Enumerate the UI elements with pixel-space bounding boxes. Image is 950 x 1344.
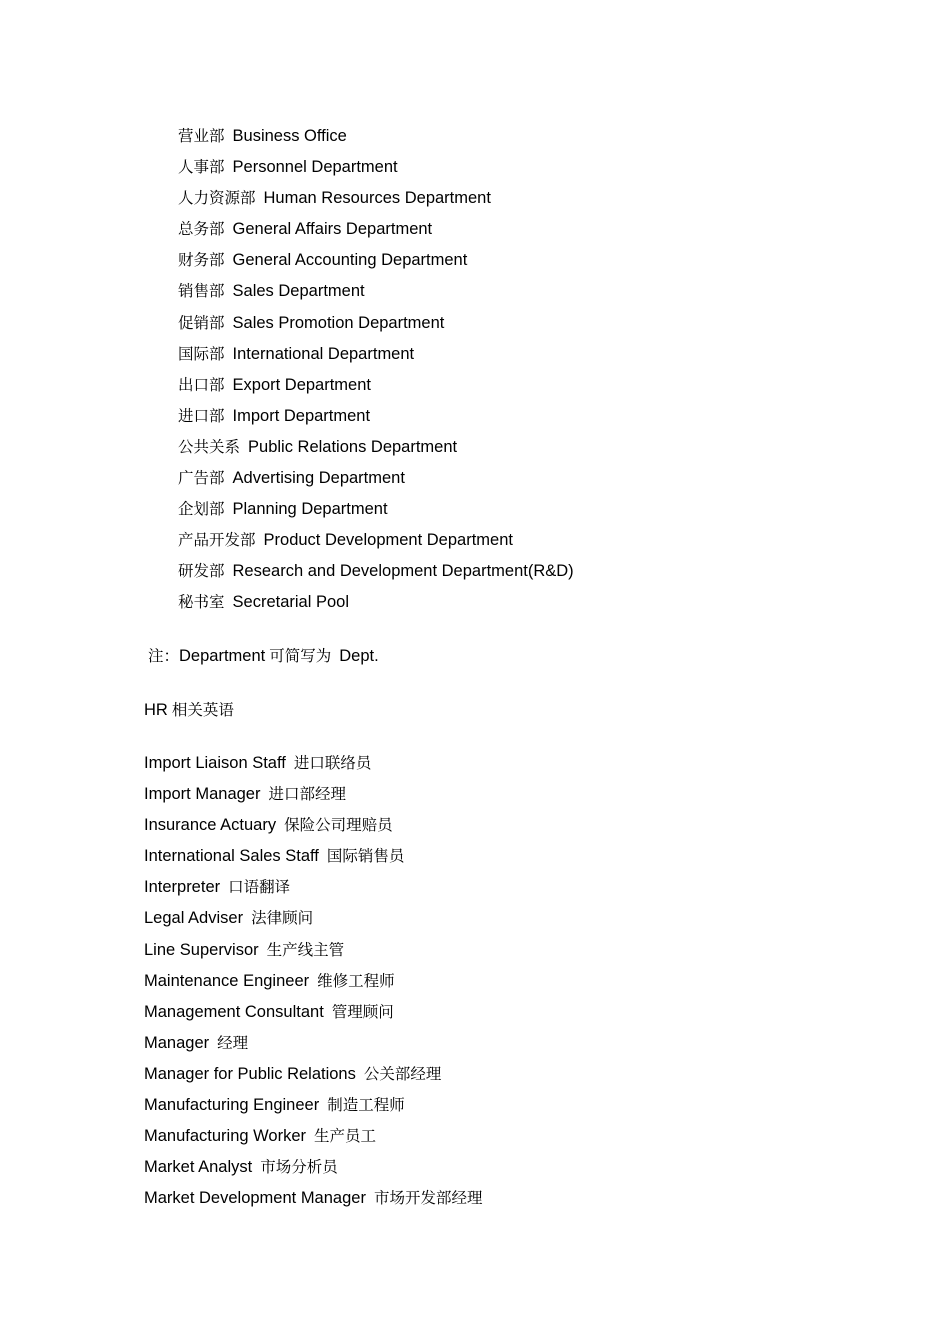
department-en: Export Department [232,375,371,394]
hr-term-item [144,969,482,1000]
department-item [178,559,574,590]
hr-term-en: International Sales Staff [144,847,319,866]
section-title-cn: 相关英语 [171,701,234,719]
department-en: Research and Development Department(R&D) [232,562,574,581]
department-item [178,155,574,186]
department-cn: 进口部 [178,406,225,425]
department-cn: 人力资源部 [178,189,256,208]
department-item [178,435,574,466]
hr-term-item [144,813,482,844]
note-prefix: 注： [148,647,180,665]
department-item [178,590,574,621]
department-en: Personnel Department [232,158,398,177]
hr-term-cn: 公关部经理 [363,1064,442,1083]
hr-term-cn: 维修工程师 [317,971,395,990]
department-item [178,497,574,528]
department-en: General Accounting Department [232,251,468,270]
department-en: International Department [232,344,415,363]
hr-term-item [144,1186,482,1217]
hr-term-cn: 生产员工 [314,1127,377,1146]
department-en: Planning Department [232,500,388,519]
department-cn: 人事部 [178,158,225,177]
hr-term-en: Insurance Actuary [144,816,277,835]
hr-term-list [144,751,482,1217]
hr-term-en: Legal Adviser [144,909,244,928]
department-item [178,186,574,217]
hr-term-item [144,1155,482,1186]
department-cn: 总务部 [178,220,225,239]
hr-term-en: Manufacturing Worker [144,1127,307,1146]
hr-term-cn: 经理 [217,1033,249,1052]
department-cn: 公共关系 [178,437,241,456]
hr-term-en: Import Manager [144,785,261,804]
department-cn: 广告部 [178,469,225,488]
department-en: Public Relations Department [248,437,458,456]
hr-term-item [144,875,482,906]
department-en: General Affairs Department [232,220,433,239]
department-cn: 营业部 [178,127,225,145]
department-item [178,373,574,404]
hr-term-cn: 法律顾问 [251,909,314,928]
hr-term-item [144,751,482,782]
department-en: Advertising Department [232,469,405,488]
department-cn: 秘书室 [178,593,225,612]
hr-term-item [144,938,482,969]
department-list [178,124,574,622]
hr-term-item [144,1031,482,1062]
hr-term-item [144,1093,482,1124]
department-en: Import Department [232,406,371,425]
department-cn: 企划部 [178,500,225,519]
hr-term-cn: 管理顾问 [331,1002,394,1021]
hr-term-en: Market Development Manager [144,1189,366,1208]
abbreviation-note [148,644,379,668]
department-item [178,528,574,559]
hr-term-cn: 口语翻译 [228,878,291,897]
hr-term-item [144,782,482,813]
department-en: Secretarial Pool [232,593,349,612]
department-en: Sales Promotion Department [232,313,445,332]
hr-term-en: Maintenance Engineer [144,971,310,990]
hr-term-en: Interpreter [144,878,221,897]
hr-term-en: Manufacturing Engineer [144,1096,320,1115]
department-item [178,248,574,279]
hr-term-item [144,1062,482,1093]
hr-term-item [144,1124,482,1155]
department-cn: 财务部 [178,251,225,270]
department-cn: 出口部 [178,375,225,394]
note-abbr: Dept. [339,647,379,665]
hr-term-item [144,1000,482,1031]
hr-term-cn: 市场分析员 [260,1158,338,1177]
department-item [178,124,574,155]
department-cn: 研发部 [178,562,225,581]
section-title-en: HR [144,701,168,719]
department-en: Sales Department [232,282,365,301]
hr-term-cn: 进口部经理 [268,785,346,804]
hr-term-en: Manager for Public Relations [144,1064,356,1083]
hr-term-cn: 制造工程师 [327,1096,405,1115]
note-middle: 可简写为 [269,647,332,665]
hr-term-en: Manager [144,1033,210,1052]
hr-term-cn: 市场开发部经理 [373,1189,483,1208]
hr-term-en: Line Supervisor [144,940,259,959]
hr-term-cn: 生产线主管 [266,940,345,959]
hr-term-item [144,906,482,937]
department-item [178,466,574,497]
department-item [178,311,574,342]
department-cn: 销售部 [178,282,225,301]
hr-term-cn: 保险公司理赔员 [284,816,393,835]
department-item [178,279,574,310]
hr-term-cn: 进口联络员 [293,754,372,772]
department-cn: 促销部 [178,313,225,332]
hr-term-en: Market Analyst [144,1158,253,1177]
department-item [178,404,574,435]
hr-term-cn: 国际销售员 [326,847,405,866]
department-cn: 产品开发部 [178,531,256,550]
department-item [178,342,574,373]
hr-term-en: Import Liaison Staff [144,754,286,772]
hr-term-item [144,844,482,875]
section-title [144,698,234,722]
department-en: Business Office [232,127,347,145]
note-word: Department [179,647,266,665]
hr-term-en: Management Consultant [144,1002,324,1021]
department-en: Product Development Department [263,531,513,550]
department-en: Human Resources Department [263,189,491,208]
department-item [178,217,574,248]
department-cn: 国际部 [178,344,225,363]
